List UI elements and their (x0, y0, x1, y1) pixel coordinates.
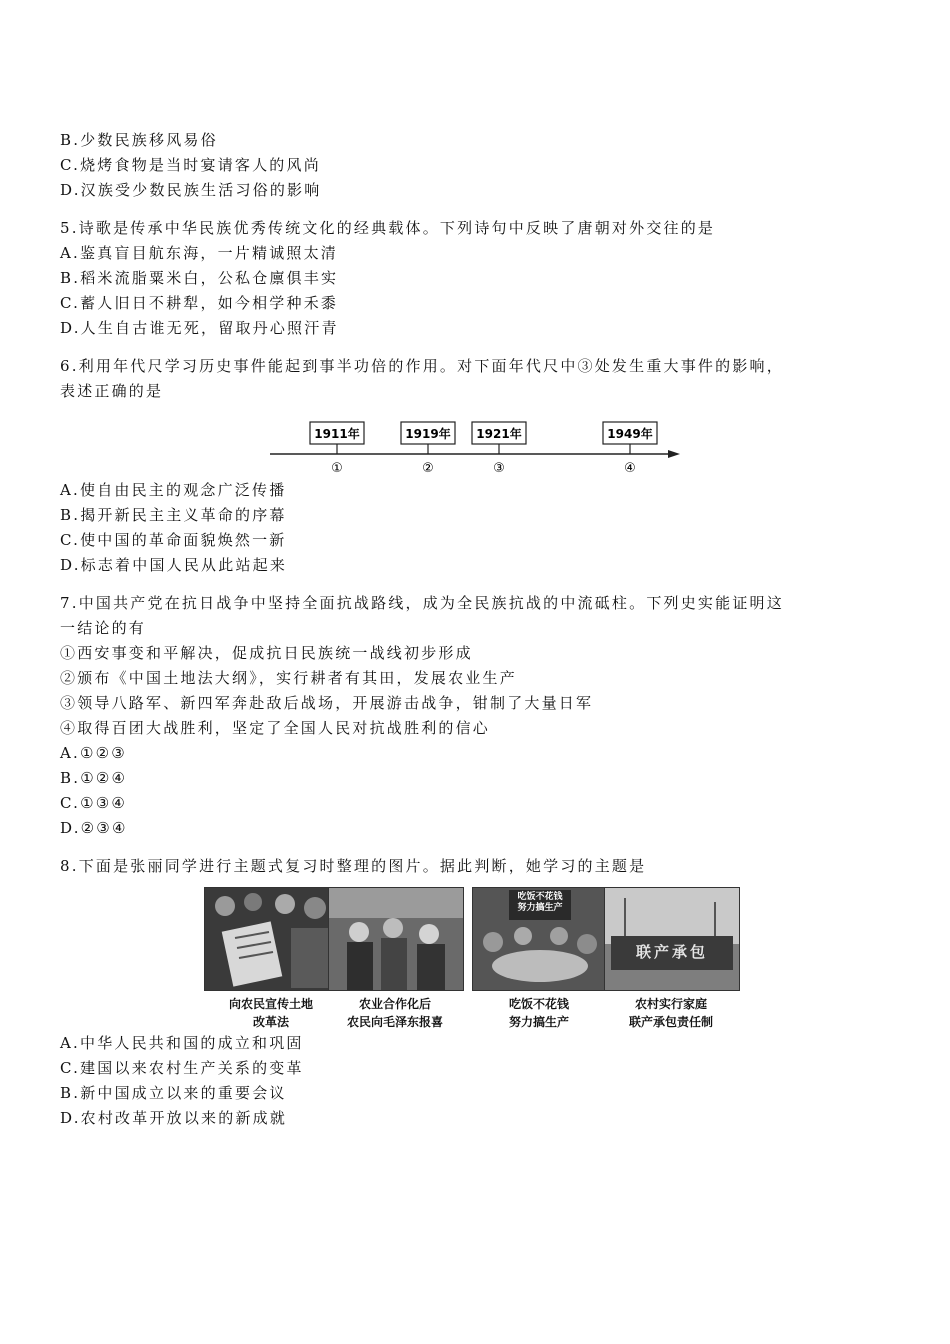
timeline-marker-1: ① (331, 461, 343, 476)
q7-item-4: ④取得百团大战胜利，坚定了全国人民对抗战胜利的信心 (60, 719, 491, 737)
timeline-year-1919: 1919年 (405, 427, 451, 441)
q7-stem-line1: 7.中国共产党在抗日战争中坚持全面抗战路线，成为全民族抗战的中流砥柱。下列史实能证明这 (60, 594, 784, 612)
question-7 (60, 591, 900, 841)
photo-cooperative-image (328, 887, 464, 991)
timeline-year-1921: 1921年 (476, 427, 522, 441)
q8-option-b: B.新中国成立以来的重要会议 (60, 1084, 287, 1102)
q8-option-d: D.农村改革开放以来的新成就 (60, 1109, 288, 1127)
q7-option-b: B.①②④ (60, 769, 128, 787)
q5-option-b: B.稻米流脂粟米白，公私仓廪俱丰实 (60, 269, 339, 287)
q5-option-c: C.蓄人旧日不耕犁，如今相学种禾黍 (60, 294, 339, 312)
q5-option-a: A.鉴真盲目航东海，一片精诚照太清 (60, 244, 339, 262)
q7-option-a: A.①②③ (60, 744, 127, 762)
q4-option-b: B.少数民族移风易俗 (60, 131, 218, 149)
timeline-tick-1949 (603, 422, 657, 476)
question-6 (60, 354, 900, 578)
q7-stem-line2: 一结论的有 (60, 619, 147, 637)
q4-option-c: C.烧烤食物是当时宴请客人的风尚 (60, 156, 321, 174)
photo-household-contract-sign: 联产承包 (635, 943, 708, 961)
photo-cooperative (328, 887, 462, 1031)
q8-option-a: A.中华人民共和国的成立和巩固 (60, 1034, 304, 1052)
q7-item-2: ②颁布《中国土地法大纲》，实行耕者有其田，发展农业生产 (60, 669, 517, 687)
q7-item-3: ③领导八路军、新四军奔赴敌后战场，开展游击战争，钳制了大量日军 (60, 694, 594, 712)
q4-option-d: D.汉族受少数民族生活习俗的影响 (60, 181, 322, 199)
timeline-arrow (668, 450, 680, 458)
q6-option-d: D.标志着中国人民从此站起来 (60, 556, 288, 574)
photo-commune-canteen (472, 887, 606, 1031)
q7-item-1: ①西安事变和平解决，促成抗日民族统一战线初步形成 (60, 644, 473, 662)
timeline-year-1949: 1949年 (607, 427, 653, 441)
question-8 (60, 854, 900, 1131)
timeline-figure (60, 406, 900, 476)
q7-option-d: D.②③④ (60, 819, 128, 837)
q8-stem: 8.下面是张丽同学进行主题式复习时整理的图片。据此判断，她学习的主题是 (60, 857, 647, 875)
timeline-marker-3: ③ (493, 461, 505, 476)
photo-commune-canteen-slogan: 吃饭不花钱 努力搞生产 (517, 892, 563, 913)
photo-household-contract-image (604, 887, 740, 991)
timeline-year-1911: 1911年 (314, 427, 360, 441)
timeline-tick-1919 (401, 422, 455, 476)
photo-household-contract (604, 887, 738, 1031)
q5-stem: 5.诗歌是传承中华民族优秀传统文化的经典载体。下列诗句中反映了唐朝对外交往的是 (60, 219, 716, 237)
timeline-tick-1911 (310, 422, 364, 476)
question-5 (60, 216, 900, 341)
q7-option-c: C.①③④ (60, 794, 128, 812)
q6-stem-line1: 6.利用年代尺学习历史事件能起到事半功倍的作用。对下面年代尺中③处发生重大事件的影响， (60, 357, 784, 375)
photo-household-contract-caption: 农村实行家庭 联产承包责任制 (628, 997, 713, 1029)
photo-strip (60, 887, 900, 1027)
photo-cooperative-caption: 农业合作化后 农民向毛泽东报喜 (346, 997, 443, 1029)
q6-stem-line2: 表述正确的是 (60, 382, 164, 400)
timeline-marker-2: ② (422, 461, 434, 476)
photo-commune-canteen-image (472, 887, 608, 991)
q5-option-d: D.人生自古谁无死，留取丹心照汗青 (60, 319, 339, 337)
photo-land-reform (204, 887, 338, 1031)
q8-option-c: C.建国以来农村生产关系的变革 (60, 1059, 304, 1077)
photo-land-reform-caption: 向农民宣传土地 改革法 (228, 997, 313, 1029)
question-4-options (60, 128, 900, 203)
photo-land-reform-image (204, 887, 340, 991)
q6-option-a: A.使自由民主的观念广泛传播 (60, 481, 287, 499)
q6-option-c: C.使中国的革命面貌焕然一新 (60, 531, 287, 549)
photo-commune-canteen-caption: 吃饭不花钱 努力搞生产 (508, 997, 569, 1029)
timeline-marker-4: ④ (624, 461, 636, 476)
timeline-tick-1921 (472, 422, 526, 476)
exam-page (60, 128, 900, 1131)
q6-option-b: B.揭开新民主主义革命的序幕 (60, 506, 287, 524)
timeline-svg (60, 406, 900, 476)
